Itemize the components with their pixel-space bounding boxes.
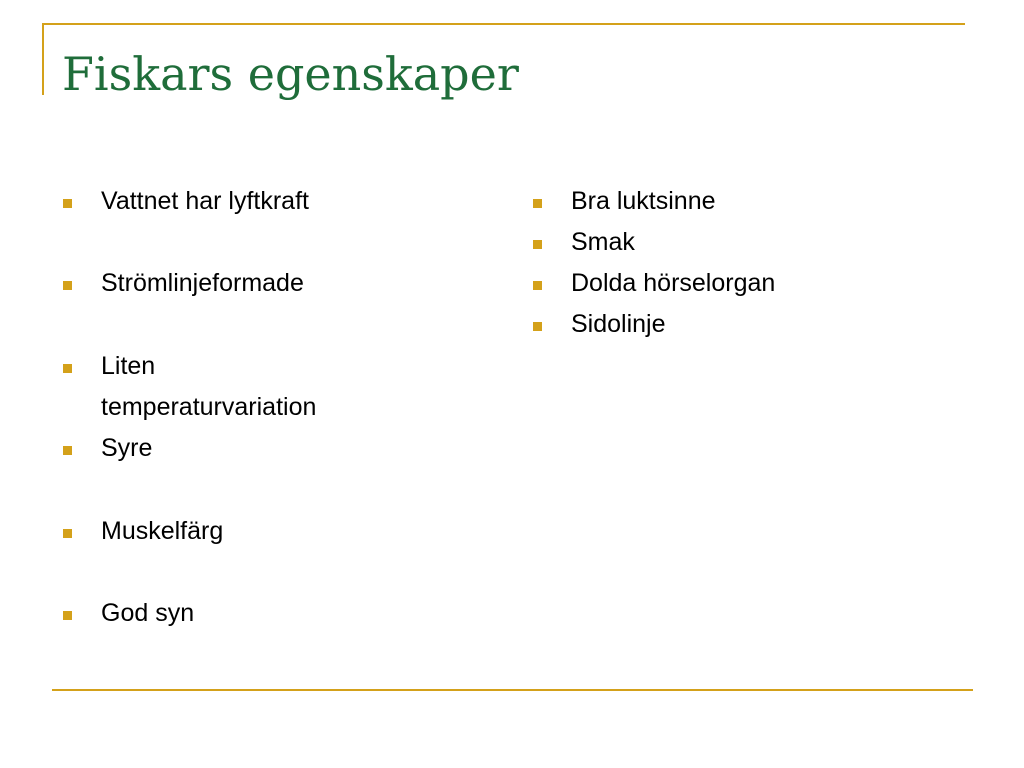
bullet-item (571, 304, 666, 345)
bullet-item (101, 593, 194, 634)
square-bullet-icon (533, 199, 542, 208)
square-bullet-icon (63, 446, 72, 455)
bullet-text: Vattnet har lyftkraft (101, 187, 309, 215)
bullet-text: Smak (571, 228, 635, 256)
bullet-text: God syn (101, 599, 195, 627)
bullet-text: Sidolinje (571, 310, 666, 338)
bullet-item (101, 511, 223, 552)
bullet-item (101, 346, 316, 428)
bullet-text-line-1: Liten (101, 352, 156, 380)
bullet-item (571, 263, 775, 304)
bullet-item (101, 428, 152, 469)
slide-title: Fiskars egenskaper (62, 47, 519, 101)
square-bullet-icon (63, 199, 72, 208)
square-bullet-icon (63, 364, 72, 373)
square-bullet-icon (533, 240, 542, 249)
title-left-rule (42, 23, 44, 95)
bullet-text: Syre (101, 434, 153, 462)
title-top-rule (42, 23, 965, 25)
bullet-text-line-2: temperaturvariation (101, 393, 317, 421)
bullet-text: Dolda hörselorgan (571, 269, 776, 297)
square-bullet-icon (533, 281, 542, 290)
bottom-rule (52, 689, 973, 691)
bullet-text: Muskelfärg (101, 517, 224, 545)
bullet-item (101, 263, 304, 304)
bullet-text: Strömlinjeformade (101, 269, 304, 297)
square-bullet-icon (63, 281, 72, 290)
bullet-item (571, 222, 635, 263)
square-bullet-icon (63, 611, 72, 620)
bullet-text: Bra luktsinne (571, 187, 716, 215)
square-bullet-icon (63, 529, 72, 538)
square-bullet-icon (533, 322, 542, 331)
bullet-item (101, 181, 309, 222)
bullet-item (571, 181, 716, 222)
